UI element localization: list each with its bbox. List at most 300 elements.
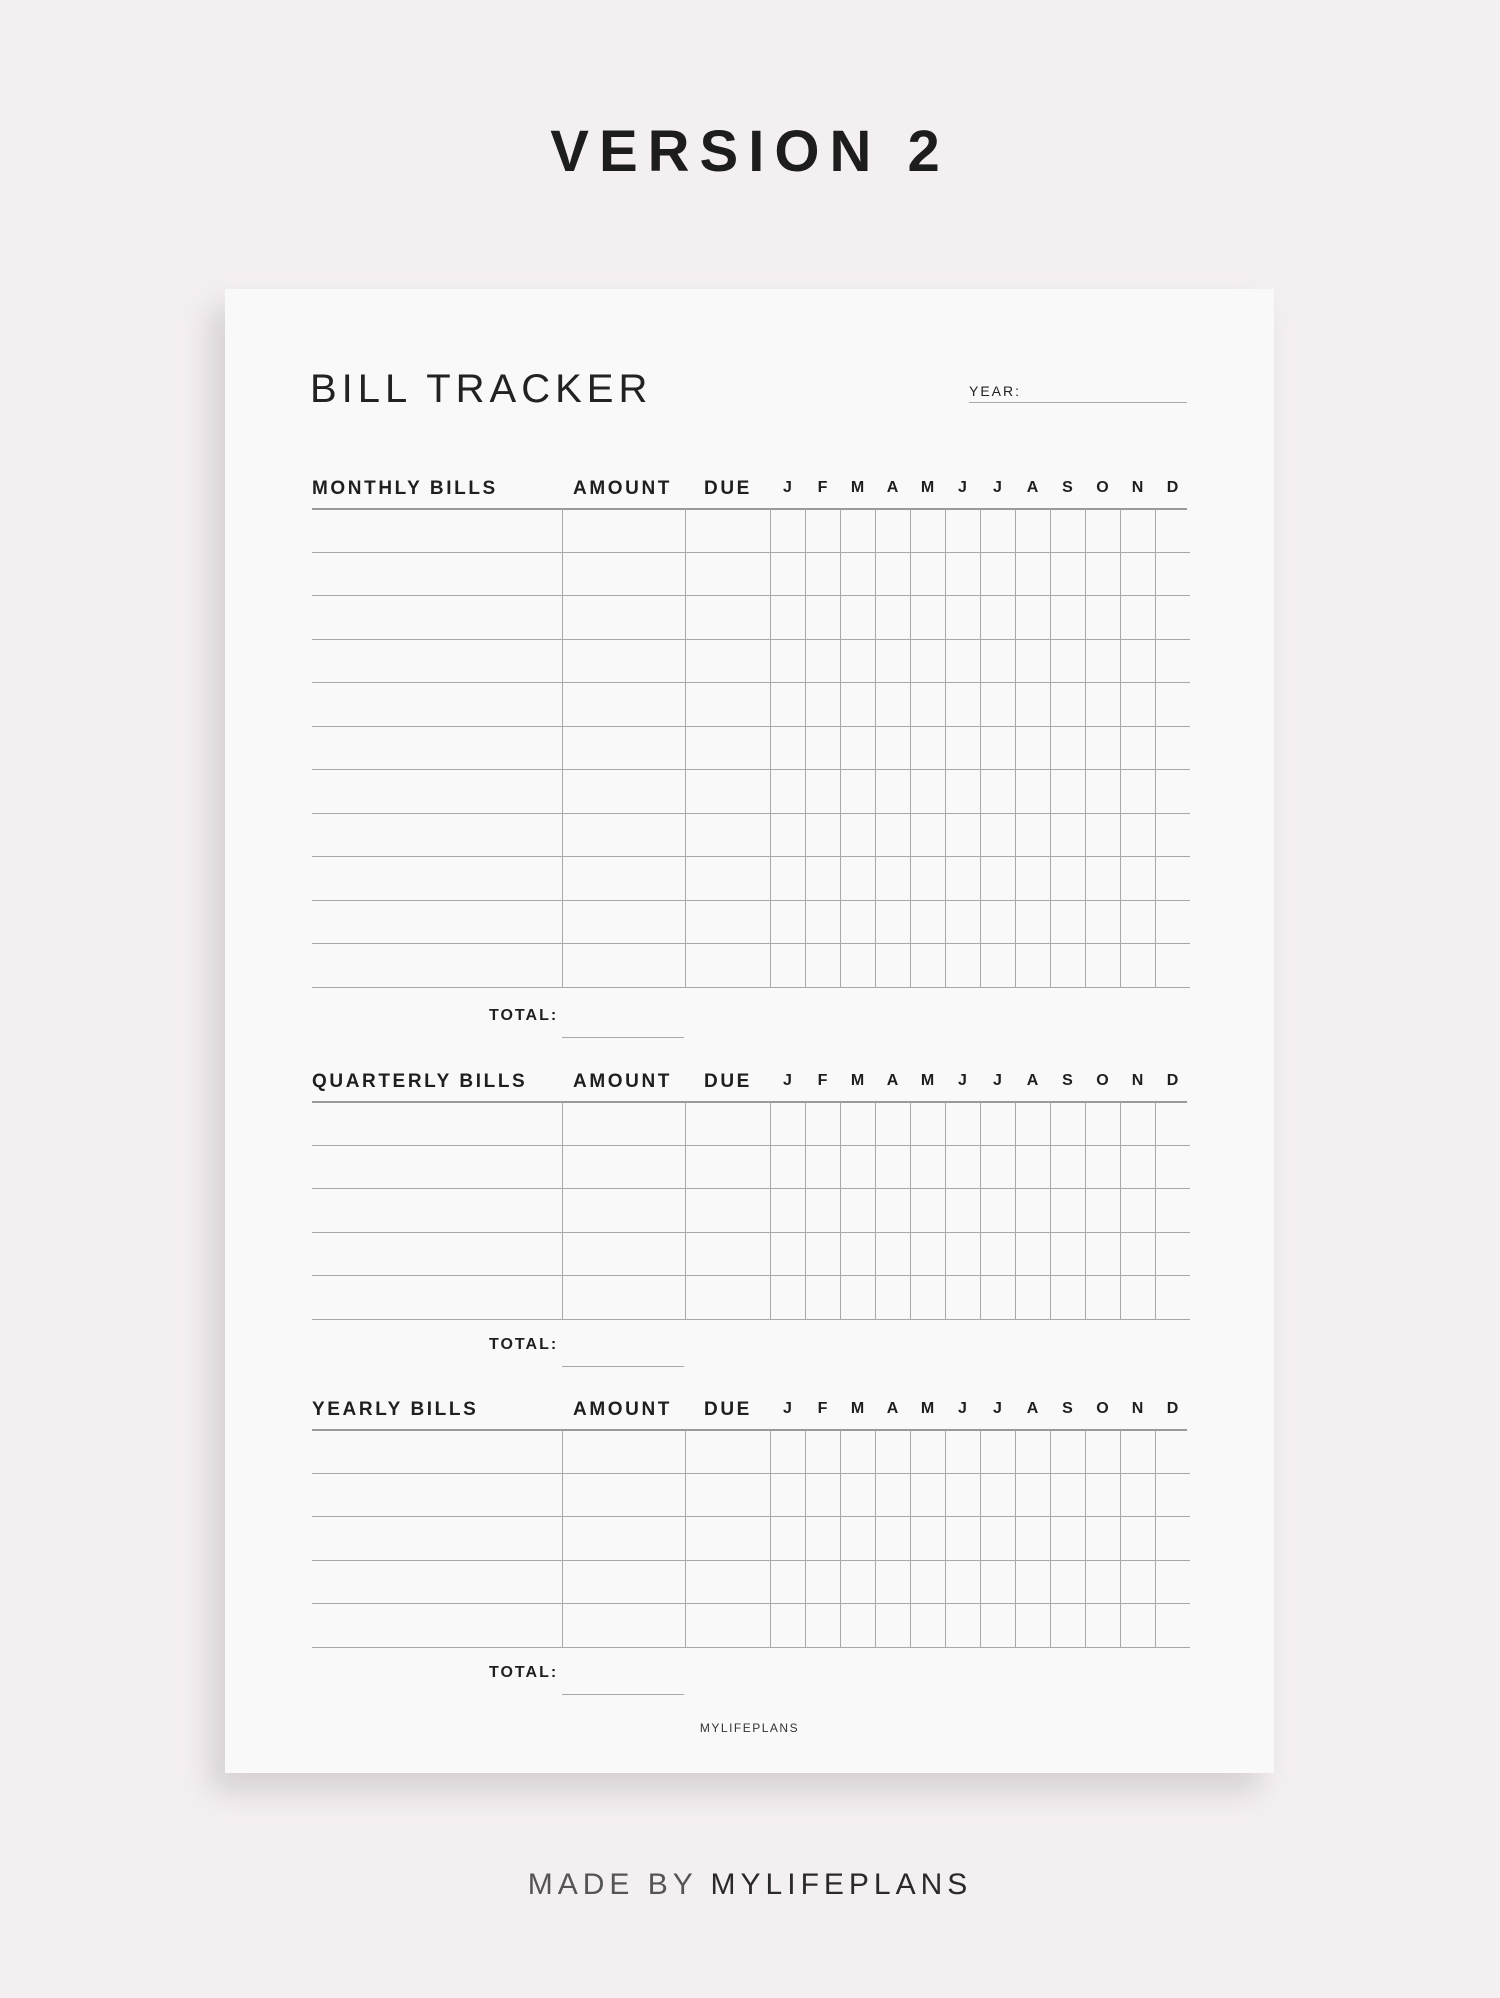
month-check-cell[interactable]: [1085, 509, 1120, 552]
month-check-cell[interactable]: [1085, 857, 1120, 901]
month-check-cell[interactable]: [1085, 1102, 1120, 1145]
month-check-cell[interactable]: [1155, 1189, 1190, 1233]
month-check-cell[interactable]: [945, 1517, 980, 1561]
amount-cell[interactable]: [562, 509, 685, 552]
month-check-cell[interactable]: [875, 639, 910, 683]
month-check-cell[interactable]: [840, 1145, 875, 1189]
month-check-cell[interactable]: [945, 509, 980, 552]
month-check-cell[interactable]: [1050, 1430, 1085, 1473]
month-check-cell[interactable]: [840, 1430, 875, 1473]
amount-cell[interactable]: [562, 1232, 685, 1276]
month-check-cell[interactable]: [805, 509, 840, 552]
month-check-cell[interactable]: [1120, 1232, 1155, 1276]
month-check-cell[interactable]: [1085, 770, 1120, 814]
due-cell[interactable]: [685, 1189, 770, 1233]
month-check-cell[interactable]: [1085, 683, 1120, 727]
month-check-cell[interactable]: [1085, 552, 1120, 596]
month-check-cell[interactable]: [875, 552, 910, 596]
amount-cell[interactable]: [562, 813, 685, 857]
month-check-cell[interactable]: [805, 552, 840, 596]
month-check-cell[interactable]: [875, 1604, 910, 1648]
month-check-cell[interactable]: [1085, 1604, 1120, 1648]
amount-cell[interactable]: [562, 1102, 685, 1145]
month-check-cell[interactable]: [1120, 1102, 1155, 1145]
due-cell[interactable]: [685, 596, 770, 640]
month-check-cell[interactable]: [770, 509, 805, 552]
month-check-cell[interactable]: [980, 813, 1015, 857]
month-check-cell[interactable]: [875, 1232, 910, 1276]
month-check-cell[interactable]: [980, 1276, 1015, 1320]
bill-name-cell[interactable]: [312, 1560, 562, 1604]
month-check-cell[interactable]: [770, 1604, 805, 1648]
month-check-cell[interactable]: [1155, 1430, 1190, 1473]
bill-name-cell[interactable]: [312, 1102, 562, 1145]
month-check-cell[interactable]: [980, 1517, 1015, 1561]
month-check-cell[interactable]: [770, 1232, 805, 1276]
month-check-cell[interactable]: [1050, 770, 1085, 814]
month-check-cell[interactable]: [805, 1473, 840, 1517]
amount-cell[interactable]: [562, 857, 685, 901]
month-check-cell[interactable]: [1085, 639, 1120, 683]
month-check-cell[interactable]: [1050, 683, 1085, 727]
month-check-cell[interactable]: [910, 1604, 945, 1648]
month-check-cell[interactable]: [805, 770, 840, 814]
due-cell[interactable]: [685, 900, 770, 944]
month-check-cell[interactable]: [805, 596, 840, 640]
month-check-cell[interactable]: [875, 944, 910, 988]
month-check-cell[interactable]: [840, 1473, 875, 1517]
month-check-cell[interactable]: [875, 683, 910, 727]
month-check-cell[interactable]: [770, 813, 805, 857]
bill-name-cell[interactable]: [312, 1189, 562, 1233]
month-check-cell[interactable]: [770, 552, 805, 596]
month-check-cell[interactable]: [1155, 1102, 1190, 1145]
amount-cell[interactable]: [562, 944, 685, 988]
month-check-cell[interactable]: [980, 1560, 1015, 1604]
month-check-cell[interactable]: [1120, 813, 1155, 857]
month-check-cell[interactable]: [1155, 596, 1190, 640]
month-check-cell[interactable]: [840, 726, 875, 770]
amount-cell[interactable]: [562, 726, 685, 770]
month-check-cell[interactable]: [980, 1145, 1015, 1189]
month-check-cell[interactable]: [1050, 509, 1085, 552]
month-check-cell[interactable]: [770, 1517, 805, 1561]
total-field-line[interactable]: [562, 1694, 684, 1695]
month-check-cell[interactable]: [1015, 726, 1050, 770]
month-check-cell[interactable]: [1015, 1102, 1050, 1145]
month-check-cell[interactable]: [1015, 1560, 1050, 1604]
month-check-cell[interactable]: [945, 639, 980, 683]
month-check-cell[interactable]: [910, 1145, 945, 1189]
bill-name-cell[interactable]: [312, 1276, 562, 1320]
month-check-cell[interactable]: [945, 1473, 980, 1517]
month-check-cell[interactable]: [840, 944, 875, 988]
month-check-cell[interactable]: [875, 1560, 910, 1604]
month-check-cell[interactable]: [840, 509, 875, 552]
month-check-cell[interactable]: [1050, 944, 1085, 988]
amount-cell[interactable]: [562, 1473, 685, 1517]
month-check-cell[interactable]: [980, 944, 1015, 988]
month-check-cell[interactable]: [875, 509, 910, 552]
month-check-cell[interactable]: [1050, 1473, 1085, 1517]
month-check-cell[interactable]: [1050, 726, 1085, 770]
due-cell[interactable]: [685, 509, 770, 552]
month-check-cell[interactable]: [1085, 1189, 1120, 1233]
month-check-cell[interactable]: [840, 813, 875, 857]
month-check-cell[interactable]: [770, 726, 805, 770]
month-check-cell[interactable]: [945, 1189, 980, 1233]
month-check-cell[interactable]: [1085, 726, 1120, 770]
month-check-cell[interactable]: [1155, 1473, 1190, 1517]
month-check-cell[interactable]: [840, 1560, 875, 1604]
month-check-cell[interactable]: [840, 1232, 875, 1276]
month-check-cell[interactable]: [1015, 1430, 1050, 1473]
amount-cell[interactable]: [562, 1145, 685, 1189]
amount-cell[interactable]: [562, 1517, 685, 1561]
due-cell[interactable]: [685, 1145, 770, 1189]
month-check-cell[interactable]: [805, 1102, 840, 1145]
month-check-cell[interactable]: [945, 944, 980, 988]
month-check-cell[interactable]: [1050, 1189, 1085, 1233]
month-check-cell[interactable]: [910, 813, 945, 857]
amount-cell[interactable]: [562, 900, 685, 944]
month-check-cell[interactable]: [910, 770, 945, 814]
bill-name-cell[interactable]: [312, 900, 562, 944]
month-check-cell[interactable]: [1050, 1604, 1085, 1648]
month-check-cell[interactable]: [945, 1560, 980, 1604]
due-cell[interactable]: [685, 1430, 770, 1473]
month-check-cell[interactable]: [1120, 1517, 1155, 1561]
month-check-cell[interactable]: [910, 1430, 945, 1473]
month-check-cell[interactable]: [945, 1102, 980, 1145]
amount-cell[interactable]: [562, 639, 685, 683]
amount-cell[interactable]: [562, 596, 685, 640]
month-check-cell[interactable]: [805, 1604, 840, 1648]
month-check-cell[interactable]: [980, 726, 1015, 770]
month-check-cell[interactable]: [1155, 683, 1190, 727]
bill-name-cell[interactable]: [312, 944, 562, 988]
month-check-cell[interactable]: [980, 1604, 1015, 1648]
due-cell[interactable]: [685, 770, 770, 814]
month-check-cell[interactable]: [945, 1276, 980, 1320]
month-check-cell[interactable]: [1050, 1276, 1085, 1320]
due-cell[interactable]: [685, 944, 770, 988]
due-cell[interactable]: [685, 1473, 770, 1517]
month-check-cell[interactable]: [1015, 1145, 1050, 1189]
month-check-cell[interactable]: [945, 1430, 980, 1473]
month-check-cell[interactable]: [910, 1560, 945, 1604]
month-check-cell[interactable]: [1015, 900, 1050, 944]
month-check-cell[interactable]: [1120, 1560, 1155, 1604]
month-check-cell[interactable]: [910, 1517, 945, 1561]
month-check-cell[interactable]: [770, 900, 805, 944]
month-check-cell[interactable]: [980, 1189, 1015, 1233]
month-check-cell[interactable]: [1120, 509, 1155, 552]
month-check-cell[interactable]: [945, 726, 980, 770]
month-check-cell[interactable]: [840, 770, 875, 814]
month-check-cell[interactable]: [1050, 596, 1085, 640]
month-check-cell[interactable]: [1015, 509, 1050, 552]
month-check-cell[interactable]: [1050, 1232, 1085, 1276]
month-check-cell[interactable]: [1085, 1517, 1120, 1561]
month-check-cell[interactable]: [945, 552, 980, 596]
month-check-cell[interactable]: [1050, 1560, 1085, 1604]
month-check-cell[interactable]: [1120, 726, 1155, 770]
month-check-cell[interactable]: [1015, 1473, 1050, 1517]
month-check-cell[interactable]: [875, 900, 910, 944]
month-check-cell[interactable]: [805, 1430, 840, 1473]
month-check-cell[interactable]: [980, 683, 1015, 727]
month-check-cell[interactable]: [770, 1430, 805, 1473]
month-check-cell[interactable]: [840, 683, 875, 727]
month-check-cell[interactable]: [1155, 813, 1190, 857]
due-cell[interactable]: [685, 1604, 770, 1648]
month-check-cell[interactable]: [840, 1102, 875, 1145]
month-check-cell[interactable]: [1050, 1517, 1085, 1561]
month-check-cell[interactable]: [910, 552, 945, 596]
month-check-cell[interactable]: [1155, 509, 1190, 552]
month-check-cell[interactable]: [805, 1232, 840, 1276]
month-check-cell[interactable]: [1120, 639, 1155, 683]
month-check-cell[interactable]: [1015, 857, 1050, 901]
due-cell[interactable]: [685, 1102, 770, 1145]
month-check-cell[interactable]: [805, 813, 840, 857]
month-check-cell[interactable]: [910, 900, 945, 944]
month-check-cell[interactable]: [945, 900, 980, 944]
bill-name-cell[interactable]: [312, 1145, 562, 1189]
month-check-cell[interactable]: [1120, 1604, 1155, 1648]
month-check-cell[interactable]: [980, 552, 1015, 596]
total-field-line[interactable]: [562, 1037, 684, 1038]
month-check-cell[interactable]: [1050, 552, 1085, 596]
month-check-cell[interactable]: [805, 726, 840, 770]
year-field-line[interactable]: [969, 402, 1187, 403]
month-check-cell[interactable]: [910, 1102, 945, 1145]
month-check-cell[interactable]: [980, 770, 1015, 814]
month-check-cell[interactable]: [770, 1189, 805, 1233]
month-check-cell[interactable]: [1120, 944, 1155, 988]
month-check-cell[interactable]: [1050, 813, 1085, 857]
month-check-cell[interactable]: [875, 770, 910, 814]
month-check-cell[interactable]: [910, 944, 945, 988]
bill-name-cell[interactable]: [312, 1604, 562, 1648]
month-check-cell[interactable]: [805, 1517, 840, 1561]
month-check-cell[interactable]: [770, 1560, 805, 1604]
amount-cell[interactable]: [562, 770, 685, 814]
due-cell[interactable]: [685, 639, 770, 683]
month-check-cell[interactable]: [980, 639, 1015, 683]
month-check-cell[interactable]: [840, 900, 875, 944]
due-cell[interactable]: [685, 1232, 770, 1276]
month-check-cell[interactable]: [980, 596, 1015, 640]
month-check-cell[interactable]: [1155, 1145, 1190, 1189]
month-check-cell[interactable]: [1120, 596, 1155, 640]
month-check-cell[interactable]: [1015, 639, 1050, 683]
month-check-cell[interactable]: [840, 596, 875, 640]
month-check-cell[interactable]: [805, 639, 840, 683]
month-check-cell[interactable]: [945, 770, 980, 814]
month-check-cell[interactable]: [770, 596, 805, 640]
month-check-cell[interactable]: [1015, 1232, 1050, 1276]
month-check-cell[interactable]: [980, 857, 1015, 901]
month-check-cell[interactable]: [1155, 639, 1190, 683]
month-check-cell[interactable]: [1085, 944, 1120, 988]
month-check-cell[interactable]: [910, 857, 945, 901]
month-check-cell[interactable]: [1155, 1560, 1190, 1604]
month-check-cell[interactable]: [910, 1473, 945, 1517]
month-check-cell[interactable]: [805, 857, 840, 901]
month-check-cell[interactable]: [1085, 1276, 1120, 1320]
month-check-cell[interactable]: [1155, 1232, 1190, 1276]
month-check-cell[interactable]: [1120, 900, 1155, 944]
month-check-cell[interactable]: [875, 813, 910, 857]
bill-name-cell[interactable]: [312, 1430, 562, 1473]
month-check-cell[interactable]: [770, 639, 805, 683]
month-check-cell[interactable]: [910, 726, 945, 770]
month-check-cell[interactable]: [1155, 1517, 1190, 1561]
due-cell[interactable]: [685, 726, 770, 770]
month-check-cell[interactable]: [1155, 726, 1190, 770]
month-check-cell[interactable]: [1015, 1189, 1050, 1233]
amount-cell[interactable]: [562, 552, 685, 596]
month-check-cell[interactable]: [1085, 596, 1120, 640]
due-cell[interactable]: [685, 552, 770, 596]
month-check-cell[interactable]: [1015, 1604, 1050, 1648]
month-check-cell[interactable]: [945, 683, 980, 727]
month-check-cell[interactable]: [805, 1189, 840, 1233]
month-check-cell[interactable]: [875, 1189, 910, 1233]
month-check-cell[interactable]: [770, 1276, 805, 1320]
amount-cell[interactable]: [562, 1276, 685, 1320]
month-check-cell[interactable]: [770, 770, 805, 814]
bill-name-cell[interactable]: [312, 596, 562, 640]
month-check-cell[interactable]: [1015, 1276, 1050, 1320]
month-check-cell[interactable]: [805, 900, 840, 944]
due-cell[interactable]: [685, 1560, 770, 1604]
month-check-cell[interactable]: [1015, 944, 1050, 988]
month-check-cell[interactable]: [1085, 813, 1120, 857]
month-check-cell[interactable]: [1120, 552, 1155, 596]
due-cell[interactable]: [685, 813, 770, 857]
month-check-cell[interactable]: [910, 1232, 945, 1276]
total-field-line[interactable]: [562, 1366, 684, 1367]
month-check-cell[interactable]: [1120, 770, 1155, 814]
month-check-cell[interactable]: [945, 596, 980, 640]
month-check-cell[interactable]: [1050, 857, 1085, 901]
month-check-cell[interactable]: [945, 857, 980, 901]
month-check-cell[interactable]: [1120, 1430, 1155, 1473]
month-check-cell[interactable]: [840, 857, 875, 901]
month-check-cell[interactable]: [1155, 1276, 1190, 1320]
bill-name-cell[interactable]: [312, 770, 562, 814]
month-check-cell[interactable]: [1050, 639, 1085, 683]
month-check-cell[interactable]: [1120, 1276, 1155, 1320]
due-cell[interactable]: [685, 1517, 770, 1561]
bill-name-cell[interactable]: [312, 683, 562, 727]
month-check-cell[interactable]: [1120, 1145, 1155, 1189]
month-check-cell[interactable]: [1085, 1430, 1120, 1473]
month-check-cell[interactable]: [1120, 1189, 1155, 1233]
month-check-cell[interactable]: [910, 1189, 945, 1233]
month-check-cell[interactable]: [1015, 596, 1050, 640]
month-check-cell[interactable]: [840, 1276, 875, 1320]
month-check-cell[interactable]: [770, 944, 805, 988]
month-check-cell[interactable]: [1155, 552, 1190, 596]
month-check-cell[interactable]: [840, 1517, 875, 1561]
month-check-cell[interactable]: [910, 1276, 945, 1320]
bill-name-cell[interactable]: [312, 857, 562, 901]
month-check-cell[interactable]: [875, 1517, 910, 1561]
month-check-cell[interactable]: [1015, 552, 1050, 596]
amount-cell[interactable]: [562, 1560, 685, 1604]
month-check-cell[interactable]: [1015, 813, 1050, 857]
month-check-cell[interactable]: [1050, 1102, 1085, 1145]
due-cell[interactable]: [685, 1276, 770, 1320]
month-check-cell[interactable]: [980, 509, 1015, 552]
month-check-cell[interactable]: [1015, 1517, 1050, 1561]
month-check-cell[interactable]: [980, 1232, 1015, 1276]
month-check-cell[interactable]: [1155, 770, 1190, 814]
month-check-cell[interactable]: [840, 552, 875, 596]
month-check-cell[interactable]: [770, 857, 805, 901]
bill-name-cell[interactable]: [312, 1517, 562, 1561]
month-check-cell[interactable]: [1120, 683, 1155, 727]
month-check-cell[interactable]: [770, 1102, 805, 1145]
month-check-cell[interactable]: [875, 1276, 910, 1320]
month-check-cell[interactable]: [875, 1145, 910, 1189]
month-check-cell[interactable]: [1155, 944, 1190, 988]
month-check-cell[interactable]: [805, 683, 840, 727]
month-check-cell[interactable]: [1050, 900, 1085, 944]
bill-name-cell[interactable]: [312, 509, 562, 552]
amount-cell[interactable]: [562, 1430, 685, 1473]
month-check-cell[interactable]: [1155, 1604, 1190, 1648]
month-check-cell[interactable]: [945, 1145, 980, 1189]
month-check-cell[interactable]: [875, 1473, 910, 1517]
month-check-cell[interactable]: [840, 1604, 875, 1648]
month-check-cell[interactable]: [945, 1232, 980, 1276]
month-check-cell[interactable]: [945, 1604, 980, 1648]
month-check-cell[interactable]: [1120, 857, 1155, 901]
month-check-cell[interactable]: [805, 1560, 840, 1604]
month-check-cell[interactable]: [910, 509, 945, 552]
month-check-cell[interactable]: [840, 1189, 875, 1233]
month-check-cell[interactable]: [840, 639, 875, 683]
amount-cell[interactable]: [562, 683, 685, 727]
month-check-cell[interactable]: [1015, 683, 1050, 727]
month-check-cell[interactable]: [770, 1473, 805, 1517]
month-check-cell[interactable]: [875, 726, 910, 770]
bill-name-cell[interactable]: [312, 726, 562, 770]
month-check-cell[interactable]: [1155, 857, 1190, 901]
month-check-cell[interactable]: [1085, 900, 1120, 944]
month-check-cell[interactable]: [1085, 1473, 1120, 1517]
month-check-cell[interactable]: [910, 596, 945, 640]
month-check-cell[interactable]: [910, 683, 945, 727]
month-check-cell[interactable]: [945, 813, 980, 857]
month-check-cell[interactable]: [1085, 1145, 1120, 1189]
month-check-cell[interactable]: [980, 1473, 1015, 1517]
bill-name-cell[interactable]: [312, 1473, 562, 1517]
month-check-cell[interactable]: [875, 857, 910, 901]
month-check-cell[interactable]: [805, 1145, 840, 1189]
month-check-cell[interactable]: [805, 1276, 840, 1320]
month-check-cell[interactable]: [875, 596, 910, 640]
month-check-cell[interactable]: [875, 1430, 910, 1473]
month-check-cell[interactable]: [980, 900, 1015, 944]
due-cell[interactable]: [685, 683, 770, 727]
month-check-cell[interactable]: [1085, 1560, 1120, 1604]
